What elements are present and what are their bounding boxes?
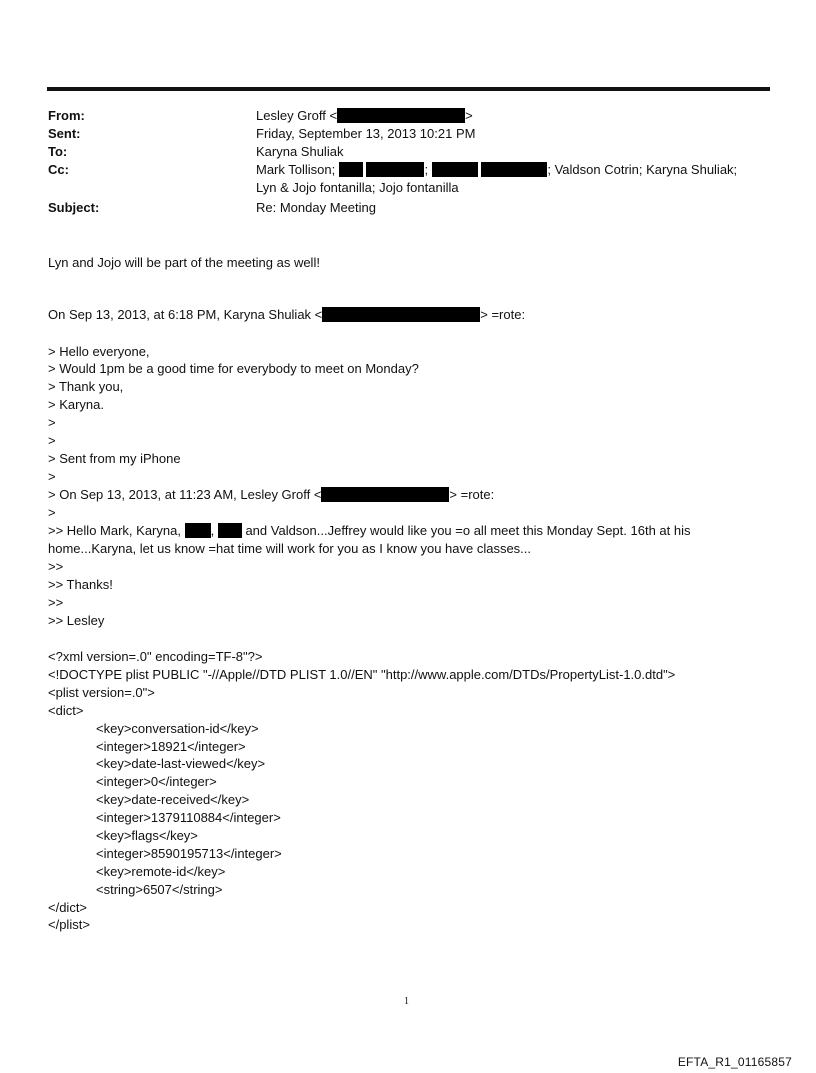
cc-label: Cc:	[48, 162, 69, 177]
redaction-box	[322, 307, 480, 322]
body-intro: Lyn and Jojo will be part of the meeting as well!	[48, 255, 320, 270]
quoted-line	[48, 486, 494, 504]
redaction-box	[321, 487, 449, 502]
redaction-box	[218, 523, 242, 538]
quoted-line: > Sent from my iPhone	[48, 451, 181, 466]
cc-part2: ;	[424, 162, 429, 177]
to-value: Karyna Shuliak	[256, 144, 344, 159]
quote-header-tail: > =rote:	[480, 307, 526, 322]
plist-line: <integer>1379110884</integer>	[96, 810, 281, 825]
quoted-line: >> Lesley	[48, 613, 105, 628]
quoted-line: > Would 1pm be a good time for everybody to meet on Monday?	[48, 361, 419, 376]
nested-quote-tail: > =rote:	[449, 487, 495, 502]
quoted-line: >>	[48, 595, 64, 610]
plist-line: <integer>0</integer>	[96, 774, 217, 789]
redaction-box	[337, 108, 465, 123]
quote-header	[48, 306, 525, 324]
quoted-line: > Hello everyone,	[48, 344, 150, 359]
plist-line: <key>date-received</key>	[96, 792, 250, 807]
cc-value-line2: Lyn & Jojo fontanilla; Jojo fontanilla	[256, 180, 459, 195]
to-label: To:	[48, 144, 68, 159]
page-number: 1	[404, 996, 409, 1007]
redaction-box	[185, 523, 211, 538]
plist-line: <key>date-last-viewed</key>	[96, 756, 266, 771]
quoted-line	[48, 522, 690, 540]
plist-line: <key>conversation-id</key>	[96, 721, 259, 736]
redaction-box	[339, 162, 363, 177]
plist-line: <integer>8590195713</integer>	[96, 846, 282, 861]
quoted-line: >> Thanks!	[48, 577, 113, 592]
sent-label: Sent:	[48, 126, 81, 141]
redaction-box	[432, 162, 478, 177]
plist-line: <?xml version=.0" encoding=TF-8"?>	[48, 649, 263, 664]
from-name: Lesley Groff <	[256, 108, 338, 123]
bates-number: EFTA_R1_01165857	[677, 1055, 792, 1069]
header-rule	[47, 87, 770, 91]
cc-part1: Mark Tollison;	[256, 162, 336, 177]
plist-line: <key>flags</key>	[96, 828, 198, 843]
plist-line: <string>6507</string>	[96, 882, 223, 897]
plist-line: </plist>	[48, 917, 90, 932]
plist-line: <!DOCTYPE plist PUBLIC "-//Apple//DTD PLIST 1.0//EN" "http://www.apple.com/DTDs/PropertyList-1.0.dtd">	[48, 667, 676, 682]
nested-quote-header: > On Sep 13, 2013, at 11:23 AM, Lesley Groff <	[48, 487, 322, 502]
quoted-line: >	[48, 415, 56, 430]
plist-line: <dict>	[48, 703, 84, 718]
quoted-line: > Thank you,	[48, 379, 124, 394]
quoted-line: >>	[48, 559, 64, 574]
quote-header-text: On Sep 13, 2013, at 6:18 PM, Karyna Shuliak <	[48, 307, 323, 322]
quoted-line: >	[48, 505, 56, 520]
cc-value	[256, 161, 737, 179]
sent-value: Friday, September 13, 2013 10:21 PM	[256, 126, 476, 141]
greeting-comma: ,	[210, 523, 215, 538]
greeting-text: >> Hello Mark, Karyna,	[48, 523, 181, 538]
redaction-box	[481, 162, 547, 177]
quoted-line: >	[48, 469, 56, 484]
plist-line: <integer>18921</integer>	[96, 739, 246, 754]
quoted-line: home...Karyna, let us know =hat time will work for you as I know you have classes...	[48, 541, 532, 556]
quoted-line: >	[48, 433, 56, 448]
subject-label: Subject:	[48, 200, 100, 215]
plist-line: <key>remote-id</key>	[96, 864, 226, 879]
from-label: From:	[48, 108, 85, 123]
cc-part3: ; Valdson Cotrin; Karyna Shuliak;	[547, 162, 738, 177]
plist-line: </dict>	[48, 900, 88, 915]
from-close: >	[465, 108, 473, 123]
subject-value: Re: Monday Meeting	[256, 200, 376, 215]
greeting-rest: and Valdson...Jeffrey would like you =o all meet this Monday Sept. 16th at his	[245, 523, 691, 538]
from-value	[256, 107, 473, 125]
plist-line: <plist version=.0">	[48, 685, 155, 700]
quoted-line: > Karyna.	[48, 397, 105, 412]
redaction-box	[366, 162, 424, 177]
